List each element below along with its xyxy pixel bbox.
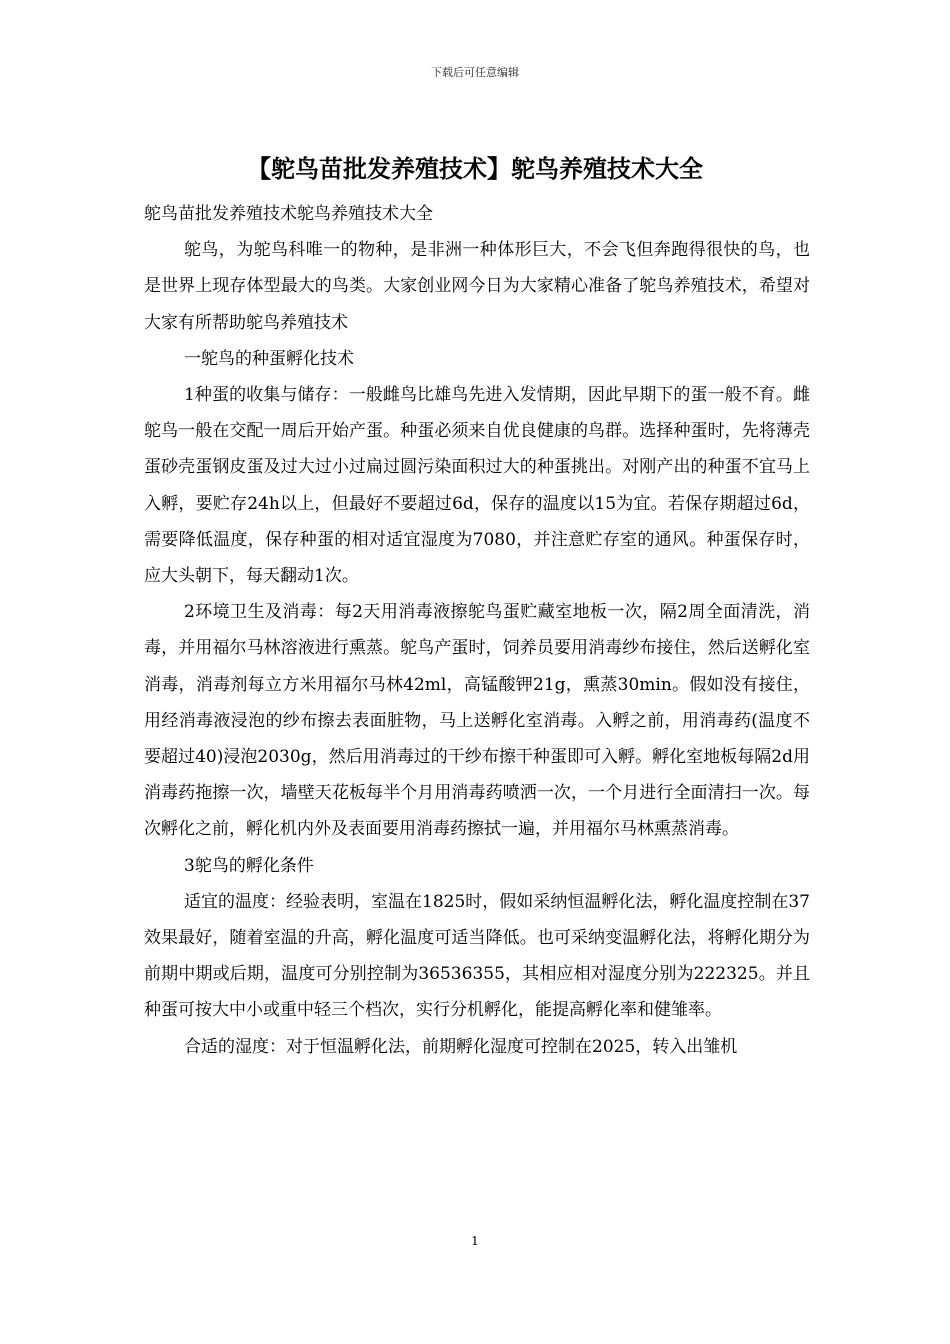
section-heading: 一鸵鸟的种蛋孵化技术 [184,348,354,369]
subsection-heading: 3鸵鸟的孵化条件 [184,855,314,876]
subtitle-paragraph: 鸵鸟苗批发养殖技术鸵鸟养殖技术大全 [144,204,433,224]
body-paragraph: 2环境卫生及消毒：每2天用消毒液擦鸵鸟蛋贮藏室地板一次，隔2周全面清洗，消毒，并用福尔马林溶液进行熏蒸。鸵鸟产蛋时，饲养员要用消毒纱布接住，然后送孵化室消毒，消毒剂每立方米用福尔马林42ml，高锰酸钾21g，熏蒸30min。假如没有接住，用经消毒液浸泡的纱布擦去表面脏物，马上送孵化室消毒。入孵之前，用消毒药(温度不要超过40)浸泡2030g，然后用消毒过的干纱布擦干种蛋即可入孵。孵化室地板每隔2d用消毒药拖擦一次，墙壁天花板每半个月用消毒药喷洒一次，一个月进行全面清扫一次。每次孵化之前，孵化机内外及表面要用消毒药擦拭一遍，并用福尔马林熏蒸消毒。 [144,602,810,840]
header-note: 下载后可任意编辑 [431,66,519,79]
document-title: 【鸵鸟苗批发养殖技术】鸵鸟养殖技术大全 [247,154,703,183]
intro-paragraph: 鸵鸟，为鸵鸟科唯一的物种，是非洲一种体形巨大，不会飞但奔跑得很快的鸟，也是世界上现存体型最大的鸟类。大家创业网今日为大家精心准备了鸵鸟养殖技术，希望对大家有所帮助鸵鸟养殖技术 [144,240,810,333]
page-number: 1 [471,1234,479,1248]
body-paragraph: 合适的湿度：对于恒温孵化法，前期孵化湿度可控制在2025，转入出雏机 [184,1036,738,1057]
body-paragraph: 1种蛋的收集与储存：一般雌鸟比雄鸟先进入发情期，因此早期下的蛋一般不育。雌鸵鸟一般在交配一周后开始产蛋。种蛋必须来自优良健康的鸟群。选择种蛋时，先将薄壳蛋砂壳蛋钢皮蛋及过大过小过扁过圆污染面积过大的种蛋挑出。对刚产出的种蛋不宜马上入孵，要贮存24h以上，但最好不要超过6d，保存的温度以15为宜。若保存期超过6d，需要降低温度，保存种蛋的相对适宜湿度为7080，并注意贮存室的通风。种蛋保存时，应大头朝下，每天翻动1次。 [144,385,810,587]
document-body [144,196,810,1065]
body-paragraph: 适宜的温度：经验表明，室温在1825时，假如采纳恒温孵化法，孵化温度控制在37效果最好，随着室温的升高，孵化温度可适当降低。也可采纳变温孵化法，将孵化期分为前期中期或后期，温度可分别控制为36536355，其相应相对湿度分别为222325。并且种蛋可按大中小或重中轻三个档次，实行分机孵化，能提高孵化率和健雏率。 [144,891,810,1021]
